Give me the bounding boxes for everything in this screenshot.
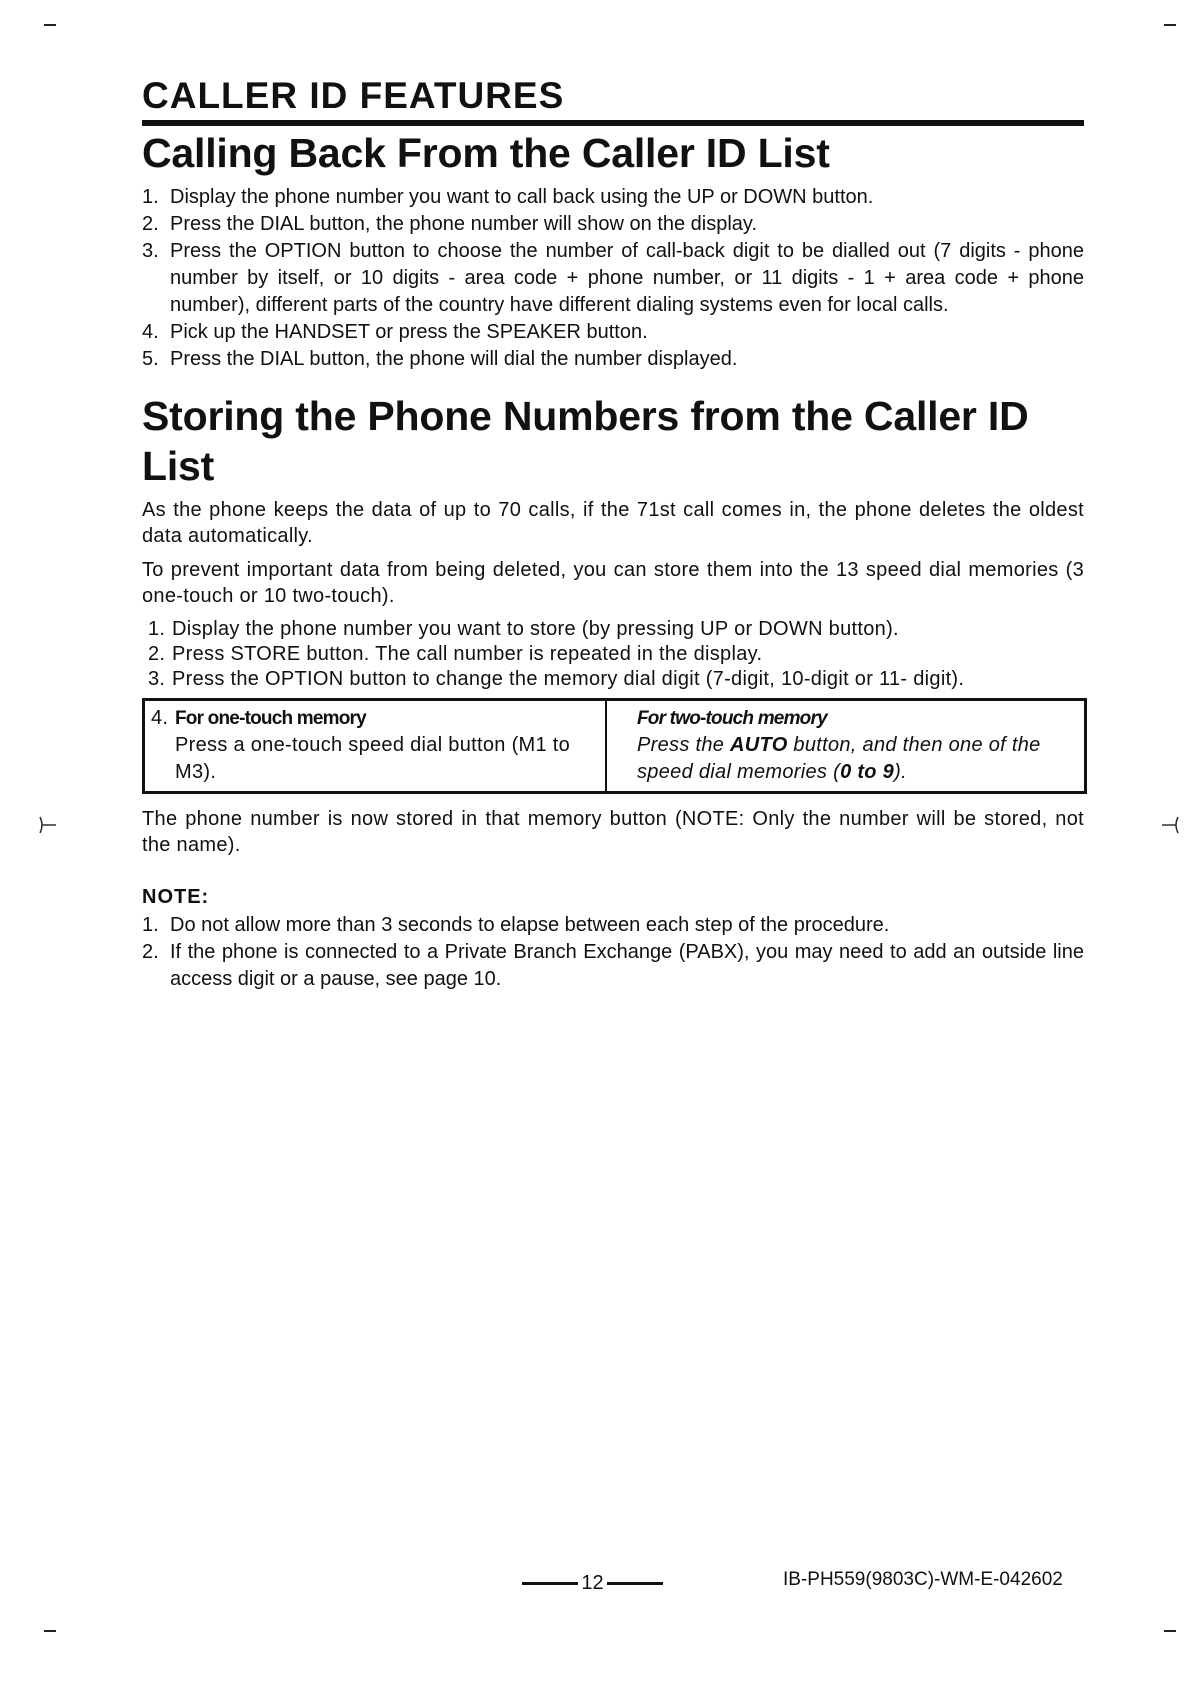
storing-heading: Storing the Phone Numbers from the Caller ID List xyxy=(142,393,1029,489)
list-item: 3. Press the OPTION button to choose the number of call-back digit to be dialled out (7 digits - phone number by itself, or 10 digits - area code + phone number, or 11 digits - 1 + area code + phone number), different parts of the country have different dialing systems even for local calls. xyxy=(142,240,1084,316)
section-title: CALLER ID FEATURES xyxy=(142,74,1084,126)
registration-mark-right xyxy=(1160,815,1180,835)
page-content xyxy=(142,74,1084,993)
page-number: 12 xyxy=(515,1571,670,1595)
stored-confirmation: The phone number is now stored in that memory button (NOTE: Only the number will be stored, not the name). xyxy=(142,808,1084,856)
crop-mark-bottom-left xyxy=(44,1630,56,1632)
calling-back-heading: Calling Back From the Caller ID List xyxy=(142,130,830,176)
auto-key: AUTO xyxy=(730,734,788,756)
note-title: NOTE: xyxy=(142,886,210,908)
crop-mark-top-right xyxy=(1164,24,1176,26)
list-item: 4. Pick up the HANDSET or press the SPEAKER button. xyxy=(142,321,648,343)
note-list xyxy=(142,912,1084,993)
list-item: 2. Press the DIAL button, the phone number will show on the display. xyxy=(142,213,758,235)
crop-mark-top-left xyxy=(44,24,56,26)
document-code: IB-PH559(9803C)-WM-E-042602 xyxy=(783,1569,1063,1590)
memory-options-table xyxy=(142,698,1087,794)
crop-mark-bottom-right xyxy=(1164,1630,1176,1632)
registration-mark-left xyxy=(38,815,58,835)
list-item: 1. Do not allow more than 3 seconds to elapse between each step of the procedure. xyxy=(142,914,890,936)
one-touch-text: Press a one-touch speed dial button (M1 to M3). xyxy=(175,734,571,783)
storing-steps xyxy=(142,617,1084,692)
list-item: 2. If the phone is connected to a Private Branch Exchange (PABX), you may need to add an outside line access digit or a pause, see page 10. xyxy=(142,941,1084,990)
storing-paragraph-1: As the phone keeps the data of up to 70 calls, if the 71st call comes in, the phone deletes the oldest data automatically. xyxy=(142,499,1084,547)
list-item: 1. Display the phone number you want to call back using the UP or DOWN button. xyxy=(142,186,874,208)
list-item: 3. Press the OPTION button to change the memory dial digit (7-digit, 10-digit or 11- digit). xyxy=(148,668,965,690)
one-touch-heading: For one-touch memory xyxy=(175,708,366,729)
list-item: 5. Press the DIAL button, the phone will dial the number displayed. xyxy=(142,348,738,370)
calling-back-list xyxy=(142,184,1084,373)
storing-paragraph-2: To prevent important data from being deleted, you can store them into the 13 speed dial memories (3 one-touch or 10 two-touch). xyxy=(142,559,1084,607)
list-item: 1. Display the phone number you want to store (by pressing UP or DOWN button). xyxy=(148,618,899,640)
two-touch-cell xyxy=(607,701,1084,791)
one-touch-cell: 4. For one-touch memory Press a one-touch speed dial button (M1 to M3). xyxy=(145,701,607,791)
memory-range: 0 to 9 xyxy=(840,761,895,783)
two-touch-text: Press the AUTO button, and then one of the speed dial memories (0 to 9). xyxy=(637,734,1041,783)
list-item: 2. Press STORE button. The call number is repeated in the display. xyxy=(148,643,763,665)
two-touch-heading: For two-touch memory xyxy=(637,708,827,729)
